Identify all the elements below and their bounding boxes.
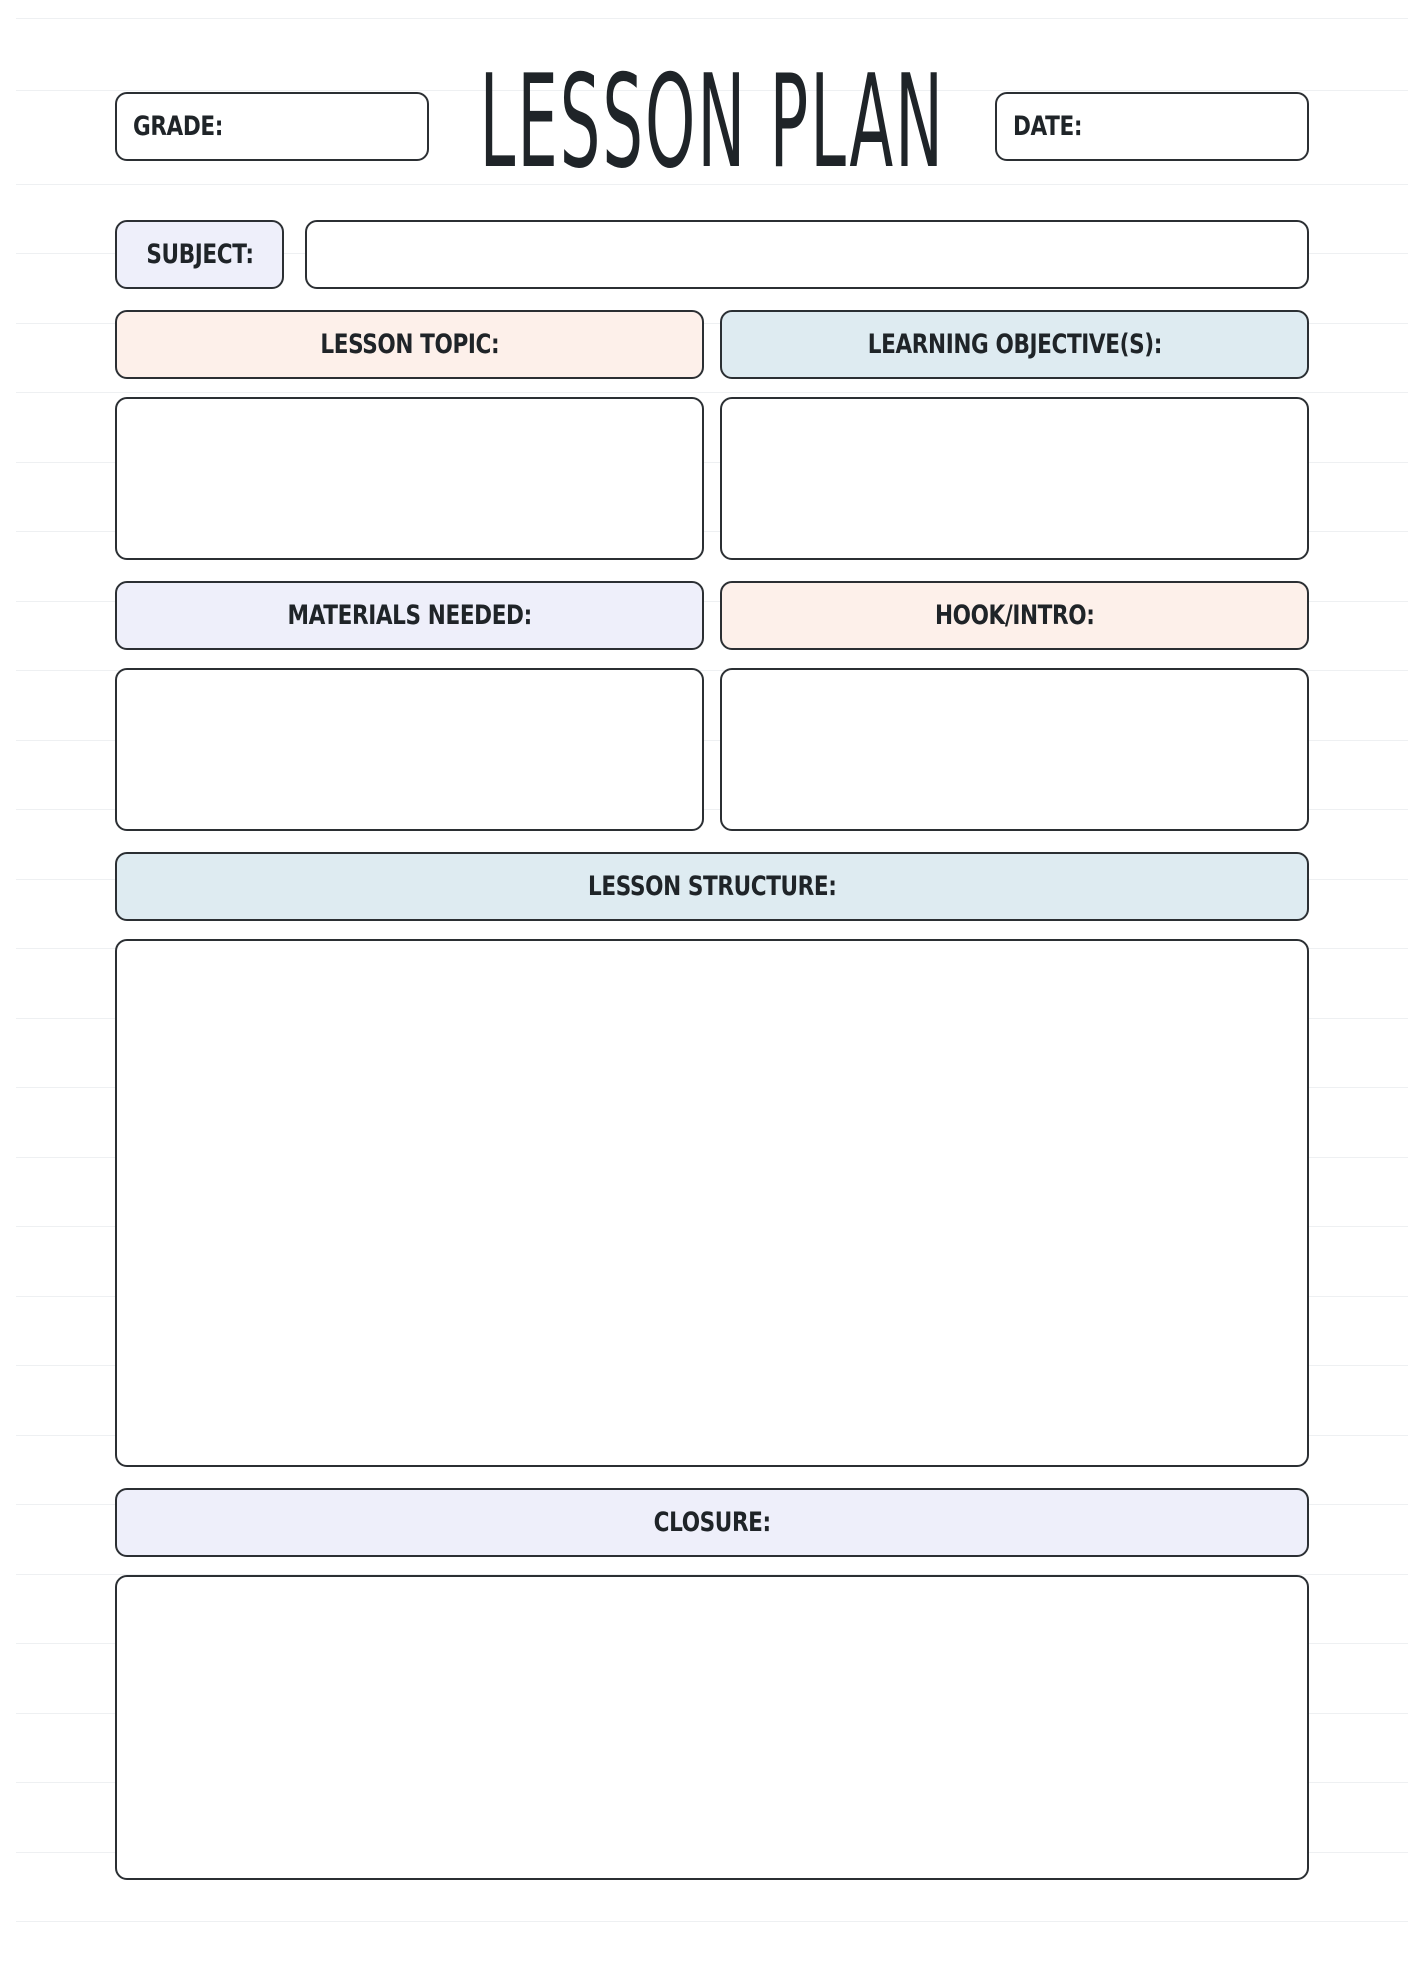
materials-needed-input[interactable] — [115, 668, 704, 831]
hook-intro-input[interactable] — [720, 668, 1309, 831]
closure-label: CLOSURE: — [653, 1507, 771, 1538]
date-field[interactable] — [995, 92, 1309, 161]
subject-label-box — [115, 220, 284, 289]
closure-header — [115, 1488, 1309, 1557]
hook-intro-label: HOOK/INTRO: — [934, 600, 1095, 631]
lesson-topic-input[interactable] — [115, 397, 704, 560]
learning-objectives-header — [720, 310, 1309, 379]
subject-label: SUBJECT: — [145, 239, 254, 270]
lesson-structure-label: LESSON STRUCTURE: — [587, 871, 837, 902]
ruled-line — [16, 18, 1408, 19]
materials-needed-label: MATERIALS NEEDED: — [287, 600, 532, 631]
subject-input[interactable] — [305, 220, 1309, 289]
learning-objectives-input[interactable] — [720, 397, 1309, 560]
hook-intro-header — [720, 581, 1309, 650]
page-title-text: LESSON PLAN — [479, 47, 945, 197]
ruled-line — [16, 392, 1408, 393]
lesson-structure-header — [115, 852, 1309, 921]
ruled-line — [16, 1921, 1408, 1922]
materials-needed-header — [115, 581, 704, 650]
lesson-structure-input[interactable] — [115, 939, 1309, 1467]
lesson-topic-label: LESSON TOPIC: — [320, 329, 499, 360]
date-label: DATE: — [1013, 111, 1083, 142]
closure-input[interactable] — [115, 1575, 1309, 1880]
learning-objectives-label: LEARNING OBJECTIVE(S): — [867, 329, 1162, 360]
page-title — [460, 47, 964, 197]
lesson-topic-header — [115, 310, 704, 379]
grade-field[interactable] — [115, 92, 429, 161]
grade-label: GRADE: — [133, 111, 224, 142]
